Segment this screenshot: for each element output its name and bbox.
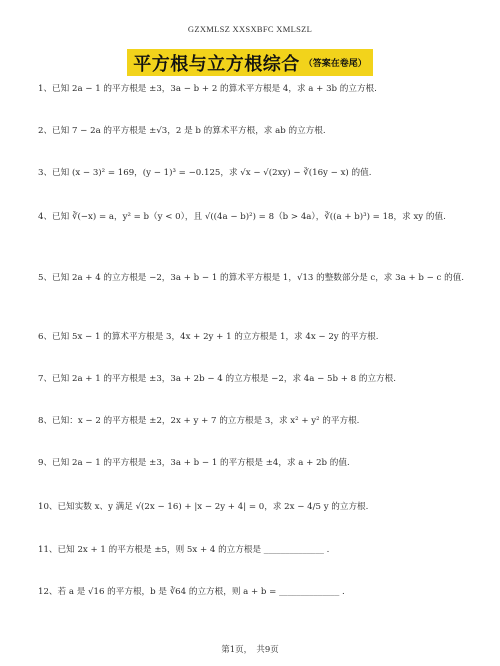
problem-5: 5、已知 2a + 4 的立方根是 −2，3a + b − 1 的算术平方根是 1，√13 的整数部分是 c，求 3a + b − c 的值. — [38, 273, 465, 283]
page-title: 平方根与立方根综合 — [133, 53, 300, 75]
page-footer: 第1页， 共9页 — [221, 645, 279, 655]
problem-10: 10、已知实数 x、y 满足 √(2x − 16) + |x − 2y + 4| = 0，求 2x − 4/5 y 的立方根. — [38, 502, 369, 512]
problem-12: 12、若 a 是 √16 的平方根，b 是 ∛64 的立方根，则 a + b = ______________ . — [38, 587, 345, 597]
page-header: GZXMLSZ XXSXBFC XMLSZL — [187, 24, 313, 34]
problem-11: 11、已知 2x + 1 的平方根是 ±5，则 5x + 4 的立方根是 ______________ . — [38, 545, 330, 555]
answer-note: （答案在卷尾） — [303, 59, 367, 69]
problem-1: 1、已知 2a − 1 的平方根是 ±3，3a − b + 2 的算术平方根是 4，求 a + 3b 的立方根. — [38, 84, 377, 94]
problem-3: 3、已知 (x − 3)² = 169，(y − 1)³ = −0.125，求 √x − √(2xy) − ∛(16y − x) 的值. — [38, 168, 372, 178]
problem-9: 9、已知 2a − 1 的平方根是 ±3，3a + b − 1 的平方根是 ±4，求 a + 2b 的值. — [38, 458, 350, 468]
problem-8: 8、已知：x − 2 的平方根是 ±2，2x + y + 7 的立方根是 3，求 x² + y² 的平方根. — [38, 416, 360, 426]
title-banner — [127, 49, 373, 76]
problem-7: 7、已知 2a + 1 的平方根是 ±3，3a + 2b − 4 的立方根是 −2，求 4a − 5b + 8 的立方根. — [38, 374, 396, 384]
problem-4: 4、已知 ∛(−x) = a，y² = b（y < 0），且 √((4a − b)²) = 8（b > 4a），∛((a + b)³) = 18，求 xy 的值. — [38, 212, 446, 222]
problem-6: 6、已知 5x − 1 的算术平方根是 3，4x + 2y + 1 的立方根是 1，求 4x − 2y 的平方根. — [38, 332, 379, 342]
problem-2: 2、已知 7 − 2a 的平方根是 ±√3，2 是 b 的算术平方根，求 ab 的立方根. — [38, 126, 326, 136]
